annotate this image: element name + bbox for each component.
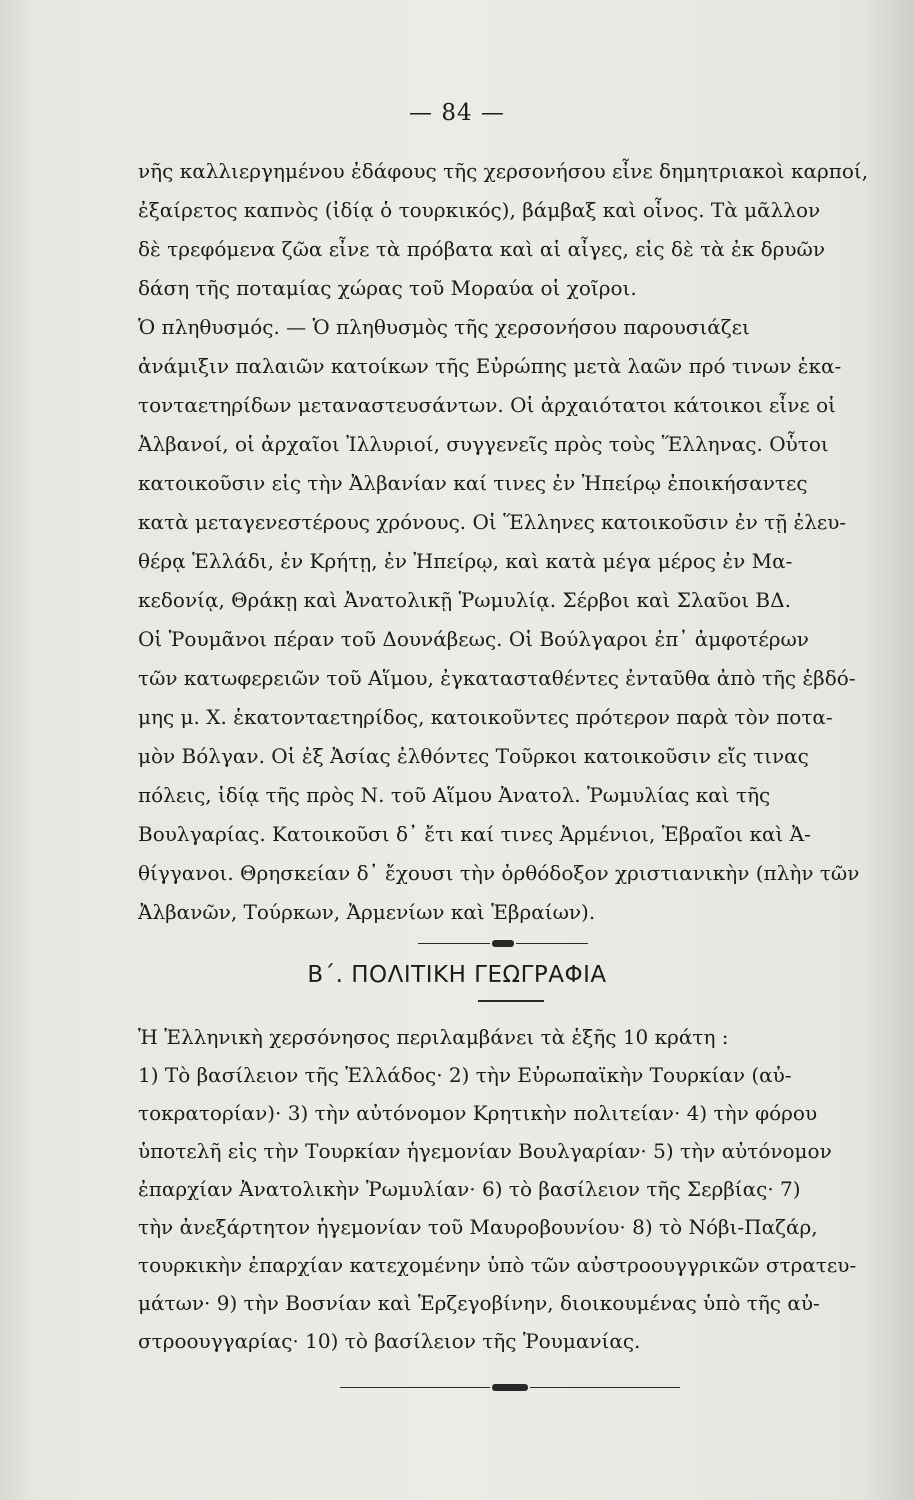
text-line: ἐπαρχίαν Ἀνατολικὴν Ῥωμυλίαν· 6) τὸ βασίλειον τῆς Σερβίας· 7) (138, 1177, 801, 1201)
text-line: τῶν κατωφερειῶν τοῦ Αἵμου, ἐγκατασταθέντες ἐνταῦθα ἀπὸ τῆς ἑβδό- (138, 666, 856, 690)
text-line: Οἱ Ῥουμᾶνοι πέραν τοῦ Δουνάβεως. Οἱ Βούλγαροι ἐπ᾽ ἀμφοτέρων (138, 627, 809, 651)
ornamental-divider (340, 1382, 680, 1394)
text-line: Ὁ πληθυσμός. — Ὁ πληθυσμὸς τῆς χερσονήσου παρουσιάζει (138, 315, 750, 339)
heading-underline (478, 1000, 544, 1002)
text-line: τουρκικὴν ἐπαρχίαν κατεχομένην ὑπὸ τῶν αὐστροουγγρικῶν στρατευ- (138, 1253, 857, 1277)
text-line: θέρᾳ Ἑλλάδι, ἐν Κρήτῃ, ἐν Ἠπείρῳ, καὶ κατὰ μέγα μέρος ἐν Μα- (138, 549, 793, 573)
text-line: 1) Τὸ βασίλειον τῆς Ἑλλάδος· 2) τὴν Εὐρωπαϊκὴν Τουρκίαν (αὐ- (138, 1063, 792, 1087)
text-line: ἀνάμιξιν παλαιῶν κατοίκων τῆς Εὐρώπης μετὰ λαῶν πρό τινων ἑκα- (138, 354, 842, 378)
text-line: κεδονίᾳ, Θράκῃ καὶ Ἀνατολικῇ Ῥωμυλίᾳ. Σέρβοι καὶ Σλαῦοι ΒΔ. (138, 588, 791, 612)
text-line: θίγγανοι. Θρησκείαν δ᾽ ἔχουσι τὴν ὀρθόδοξον χριστιανικὴν (πλὴν τῶν (138, 861, 860, 885)
text-line: κατοικοῦσιν εἰς τὴν Ἀλβανίαν καί τινες ἐν Ἠπείρῳ ἐποικήσαντες (138, 471, 808, 495)
text-line: μης μ. Χ. ἑκατονταετηρίδος, κατοικοῦντες πρότερον παρὰ τὸν ποτα- (138, 705, 833, 729)
text-line: τὴν ἀνεξάρτητον ἡγεμονίαν τοῦ Μαυροβουνίου· 8) τὸ Νόβι-Παζάρ, (138, 1215, 818, 1239)
text-line: δάση τῆς ποταμίας χώρας τοῦ Μοραύα οἱ χοῖροι. (138, 276, 637, 300)
text-line: πόλεις, ἰδίᾳ τῆς πρὸς Ν. τοῦ Αἵμου Ἀνατολ. Ῥωμυλίας καὶ τῆς (138, 783, 771, 807)
text-line: μάτων· 9) τὴν Βοσνίαν καὶ Ἑρζεγοβίνην, διοικουμένας ὑπὸ τῆς αὐ- (138, 1291, 820, 1315)
text-line: στροουγγαρίας· 10) τὸ βασίλειον τῆς Ῥουμανίας. (138, 1329, 641, 1353)
text-line: Ἀλβανῶν, Τούρκων, Ἀρμενίων καὶ Ἑβραίων). (138, 900, 596, 924)
text-line: τοκρατορίαν)· 3) τὴν αὐτόνομον Κρητικὴν πολιτείαν· 4) τὴν φόρου (138, 1101, 818, 1125)
text-line: ἐξαίρετος καπνὸς (ἰδίᾳ ὁ τουρκικός), βάμβαξ καὶ οἶνος. Τὰ μᾶλλον (138, 198, 821, 222)
text-line: μὸν Βόλγαν. Οἱ ἐξ Ἀσίας ἐλθόντες Τοῦρκοι κατοικοῦσιν εἴς τινας (138, 744, 809, 768)
ornamental-divider (418, 938, 588, 950)
text-line: Ἀλβανοί, οἱ ἀρχαῖοι Ἰλλυριοί, συγγενεῖς πρὸς τοὺς Ἕλληνας. Οὗτοι (138, 432, 829, 456)
text-line: ὑποτελῆ εἰς τὴν Τουρκίαν ἡγεμονίαν Βουλγαρίαν· 5) τὴν αὐτόνομον (138, 1139, 832, 1163)
text-line: δὲ τρεφόμενα ζῶα εἶνε τὰ πρόβατα καὶ αἱ αἶγες, εἰς δὲ τὰ ἐκ δρυῶν (138, 237, 826, 261)
section-heading: Β΄. ΠΟΛΙΤΙΚΗ ΓΕΩΓΡΑΦΙΑ (307, 962, 607, 988)
text-line: Βουλγαρίας. Κατοικοῦσι δ᾽ ἔτι καί τινες Ἀρμένιοι, Ἑβραῖοι καὶ Ἀ- (138, 822, 811, 846)
text-line: Ἡ Ἑλληνικὴ χερσόνησος περιλαμβάνει τὰ ἑξῆς 10 κράτη : (138, 1025, 729, 1049)
text-line: τονταετηρίδων μεταναστευσάντων. Οἱ ἀρχαιότατοι κάτοικοι εἶνε οἱ (138, 393, 836, 417)
page-number: — 84 — (409, 100, 505, 126)
text-line: κατὰ μεταγενεστέρους χρόνους. Οἱ Ἕλληνες κατοικοῦσιν ἐν τῇ ἐλευ- (138, 510, 847, 534)
text-line: νῆς καλλιεργημένου ἐδάφους τῆς χερσονήσου εἶνε δημητριακοὶ καρποί, (138, 159, 869, 183)
